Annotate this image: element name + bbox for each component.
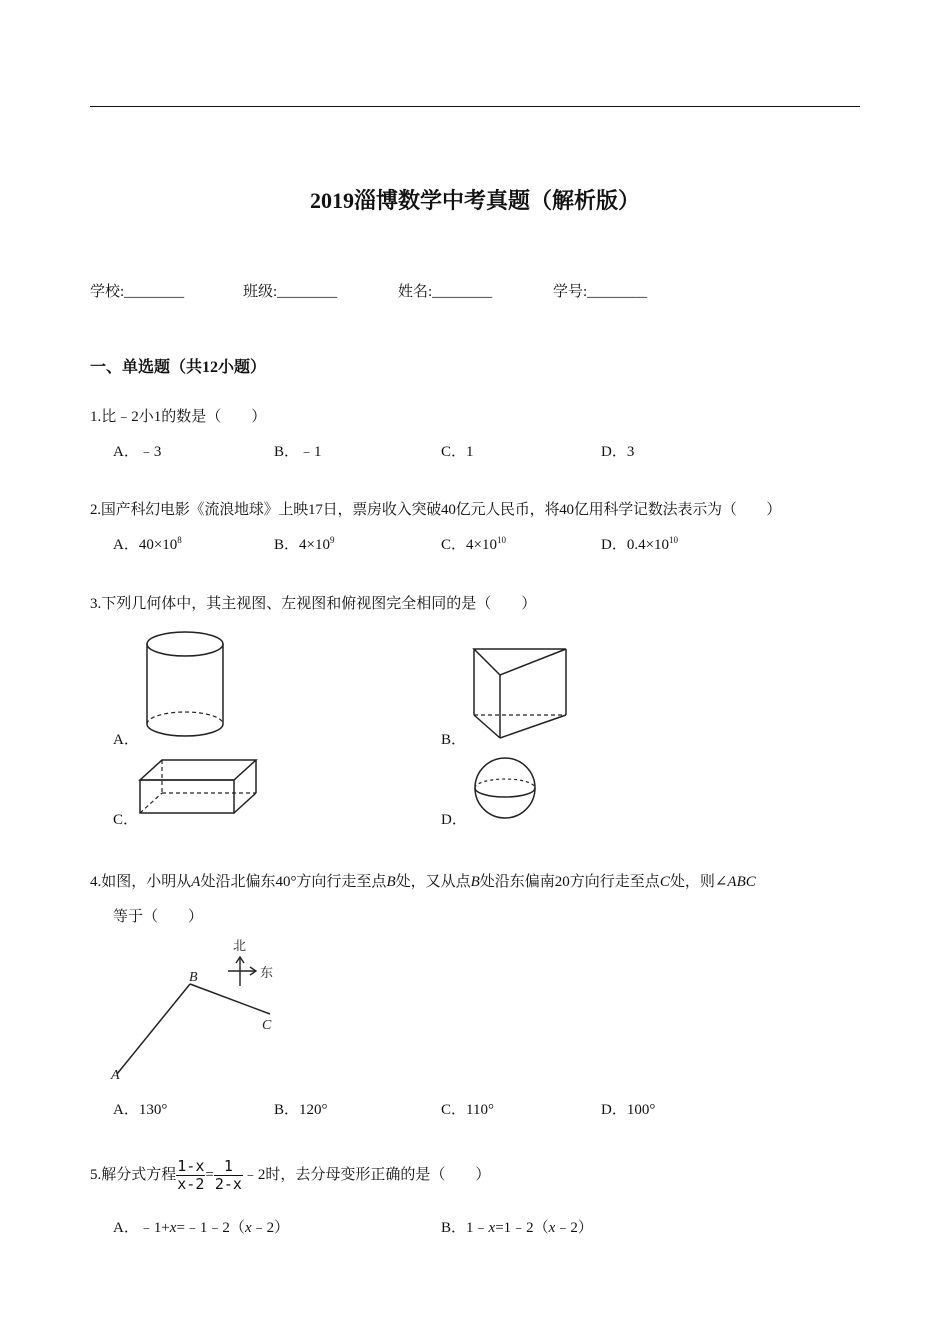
cuboid-figure [138,758,260,818]
q2-option-d: D．$0.4\times 10^{10}$ [601,535,679,553]
q5-option-b: B．1﹣x=1﹣2（x﹣2） [441,1220,593,1236]
question-4-stem: 4.如图，小明从A处沿北偏东40°方向行走至点B处，又从点B处沿东偏南20方向行走至点C处，则∠ABC [90,874,756,890]
q4-option-a: A．130° [113,1102,168,1118]
q3-option-a: A． [113,732,139,748]
q1-option-a: A．﹣3 [113,444,162,460]
north-label: 北 [233,939,247,954]
sphere-figure [472,757,538,819]
section-heading: 一、单选题（共12小题） [90,359,267,376]
number-field: 学号:________ [553,284,648,300]
question-1-stem: 1.比﹣2小1的数是（ ） [90,409,267,425]
point-c-label: C [262,1018,272,1033]
q3-option-d: D． [441,812,467,828]
q4-option-b: B．120° [274,1102,328,1118]
school-field: 学校:________ [90,284,185,300]
east-label: 东 [260,966,274,981]
q2-option-c: C．$4\times 10^{10}$ [441,535,506,553]
header-rule [90,106,860,107]
q3-option-c: C． [113,812,139,828]
q2-option-a: A．$40\times 10^8$ [113,535,182,553]
page-title: 2019淄博数学中考真题（解析版） [309,188,640,213]
q5-option-a: A．﹣1+x=﹣1﹣2（x﹣2） [113,1220,290,1236]
q4-option-d: D．100° [601,1102,656,1118]
point-a-label: A [111,1068,120,1083]
q3-option-b: B． [441,732,467,748]
question-4-stem-line-2: 等于（ ） [113,909,204,925]
class-field: 班级:________ [243,284,338,300]
direction-figure [105,932,295,1084]
fraction-left: $\frac{1-x}{x-2}$ [177,1157,205,1193]
triangular-prism-figure [470,645,572,743]
question-3-stem: 3.下列几何体中，其主视图、左视图和俯视图完全相同的是（ ） [90,596,537,612]
q4-option-c: C．110° [441,1102,494,1118]
q1-option-b: B．﹣1 [274,444,322,460]
point-b-label: B [189,970,198,985]
q1-option-c: C．1 [441,444,474,460]
question-2-stem: 2.国产科幻电影《流浪地球》上映17日，票房收入突破40亿元人民币，将40亿用科学记数法表示为（ ） [90,502,782,518]
question-5-stem: 5.解分式方程 $\frac{1-x}{x-2}$ = $\frac{1}{2-x}$ ﹣2时，去分母变形正确的是（ ） [90,1157,491,1193]
name-field: 姓名:________ [398,284,493,300]
q2-option-b: B．$4\times 10^9$ [274,535,335,553]
q1-option-d: D．3 [601,444,635,460]
cylinder-figure [140,630,230,745]
fraction-right: $\frac{1}{2-x}$ [214,1157,242,1193]
